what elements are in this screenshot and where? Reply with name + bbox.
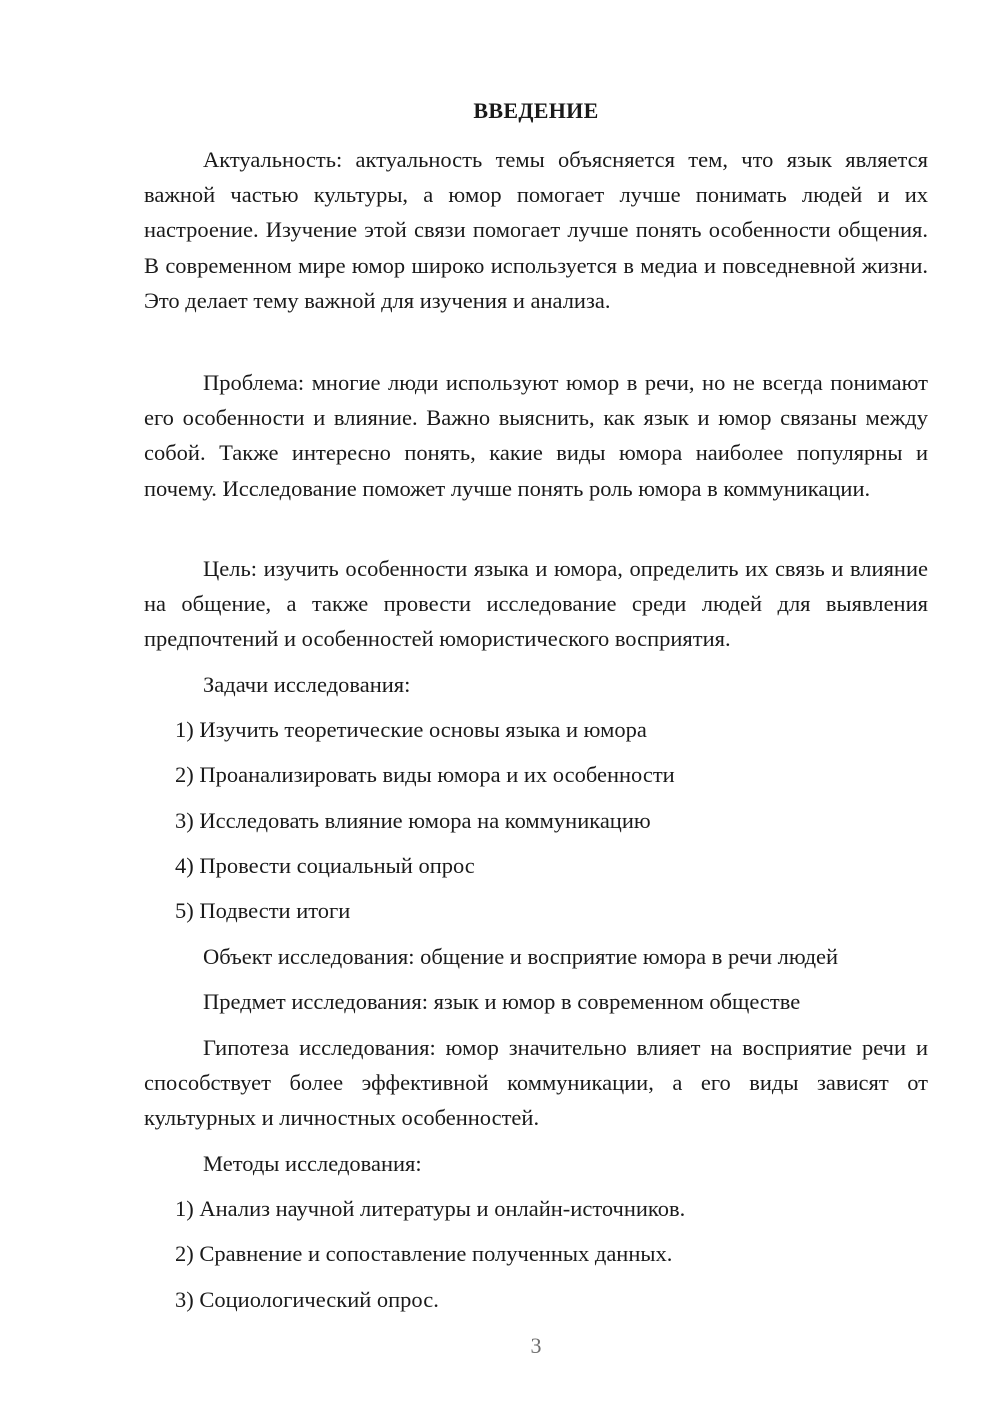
section-title: ВВЕДЕНИЕ [473, 98, 599, 123]
task-item-3: 3) Исследовать влияние юмора на коммуникацию [175, 808, 651, 833]
method-item-3: 3) Социологический опрос. [175, 1287, 439, 1312]
method-item-2: 2) Сравнение и сопоставление полученных данных. [175, 1241, 673, 1266]
task-item-2: 2) Проанализировать виды юмора и их особенности [175, 762, 675, 787]
research-subject: Предмет исследования: язык и юмор в современном обществе [203, 989, 801, 1014]
task-item-4: 4) Провести социальный опрос [175, 853, 475, 878]
page-number: 3 [530, 1333, 542, 1358]
methods-heading: Методы исследования: [203, 1151, 422, 1176]
problem-paragraph: Проблема: многие люди используют юмор в речи, но не всегда понимают его особенности и влияние. Важно выяснить, как язык и юмор связаны между собой. Также интересно понять, какие виды юмора наиболее популярны и почему. Исследование поможет лучше понять роль юмора в коммуникации. [144, 370, 928, 501]
task-item-5: 5) Подвести итоги [175, 898, 351, 923]
goal-paragraph: Цель: изучить особенности языка и юмора, определить их связь и влияние на общение, а также провести исследование среди людей для выявления предпочтений и особенностей юмористического восприятия. [144, 556, 928, 652]
hypothesis-paragraph: Гипотеза исследования: юмор значительно влияет на восприятие речи и способствует более эффективной коммуникации, а его виды зависят от культурных и личностных особенностей. [144, 1035, 928, 1131]
task-item-1: 1) Изучить теоретические основы языка и юмора [175, 717, 647, 742]
method-item-1: 1) Анализ научной литературы и онлайн-источников. [175, 1196, 686, 1221]
relevance-paragraph: Актуальность: актуальность темы объясняется тем, что язык является важной частью культуры, а юмор помогает лучше понимать людей и их настроение. Изучение этой связи помогает лучше понять особенности общения. В современном мире юмор широко используется в медиа и повседневной жизни. Это делает тему важной для изучения и анализа. [144, 147, 928, 313]
research-object: Объект исследования: общение и восприятие юмора в речи людей [203, 944, 839, 969]
tasks-heading: Задачи исследования: [203, 672, 411, 697]
